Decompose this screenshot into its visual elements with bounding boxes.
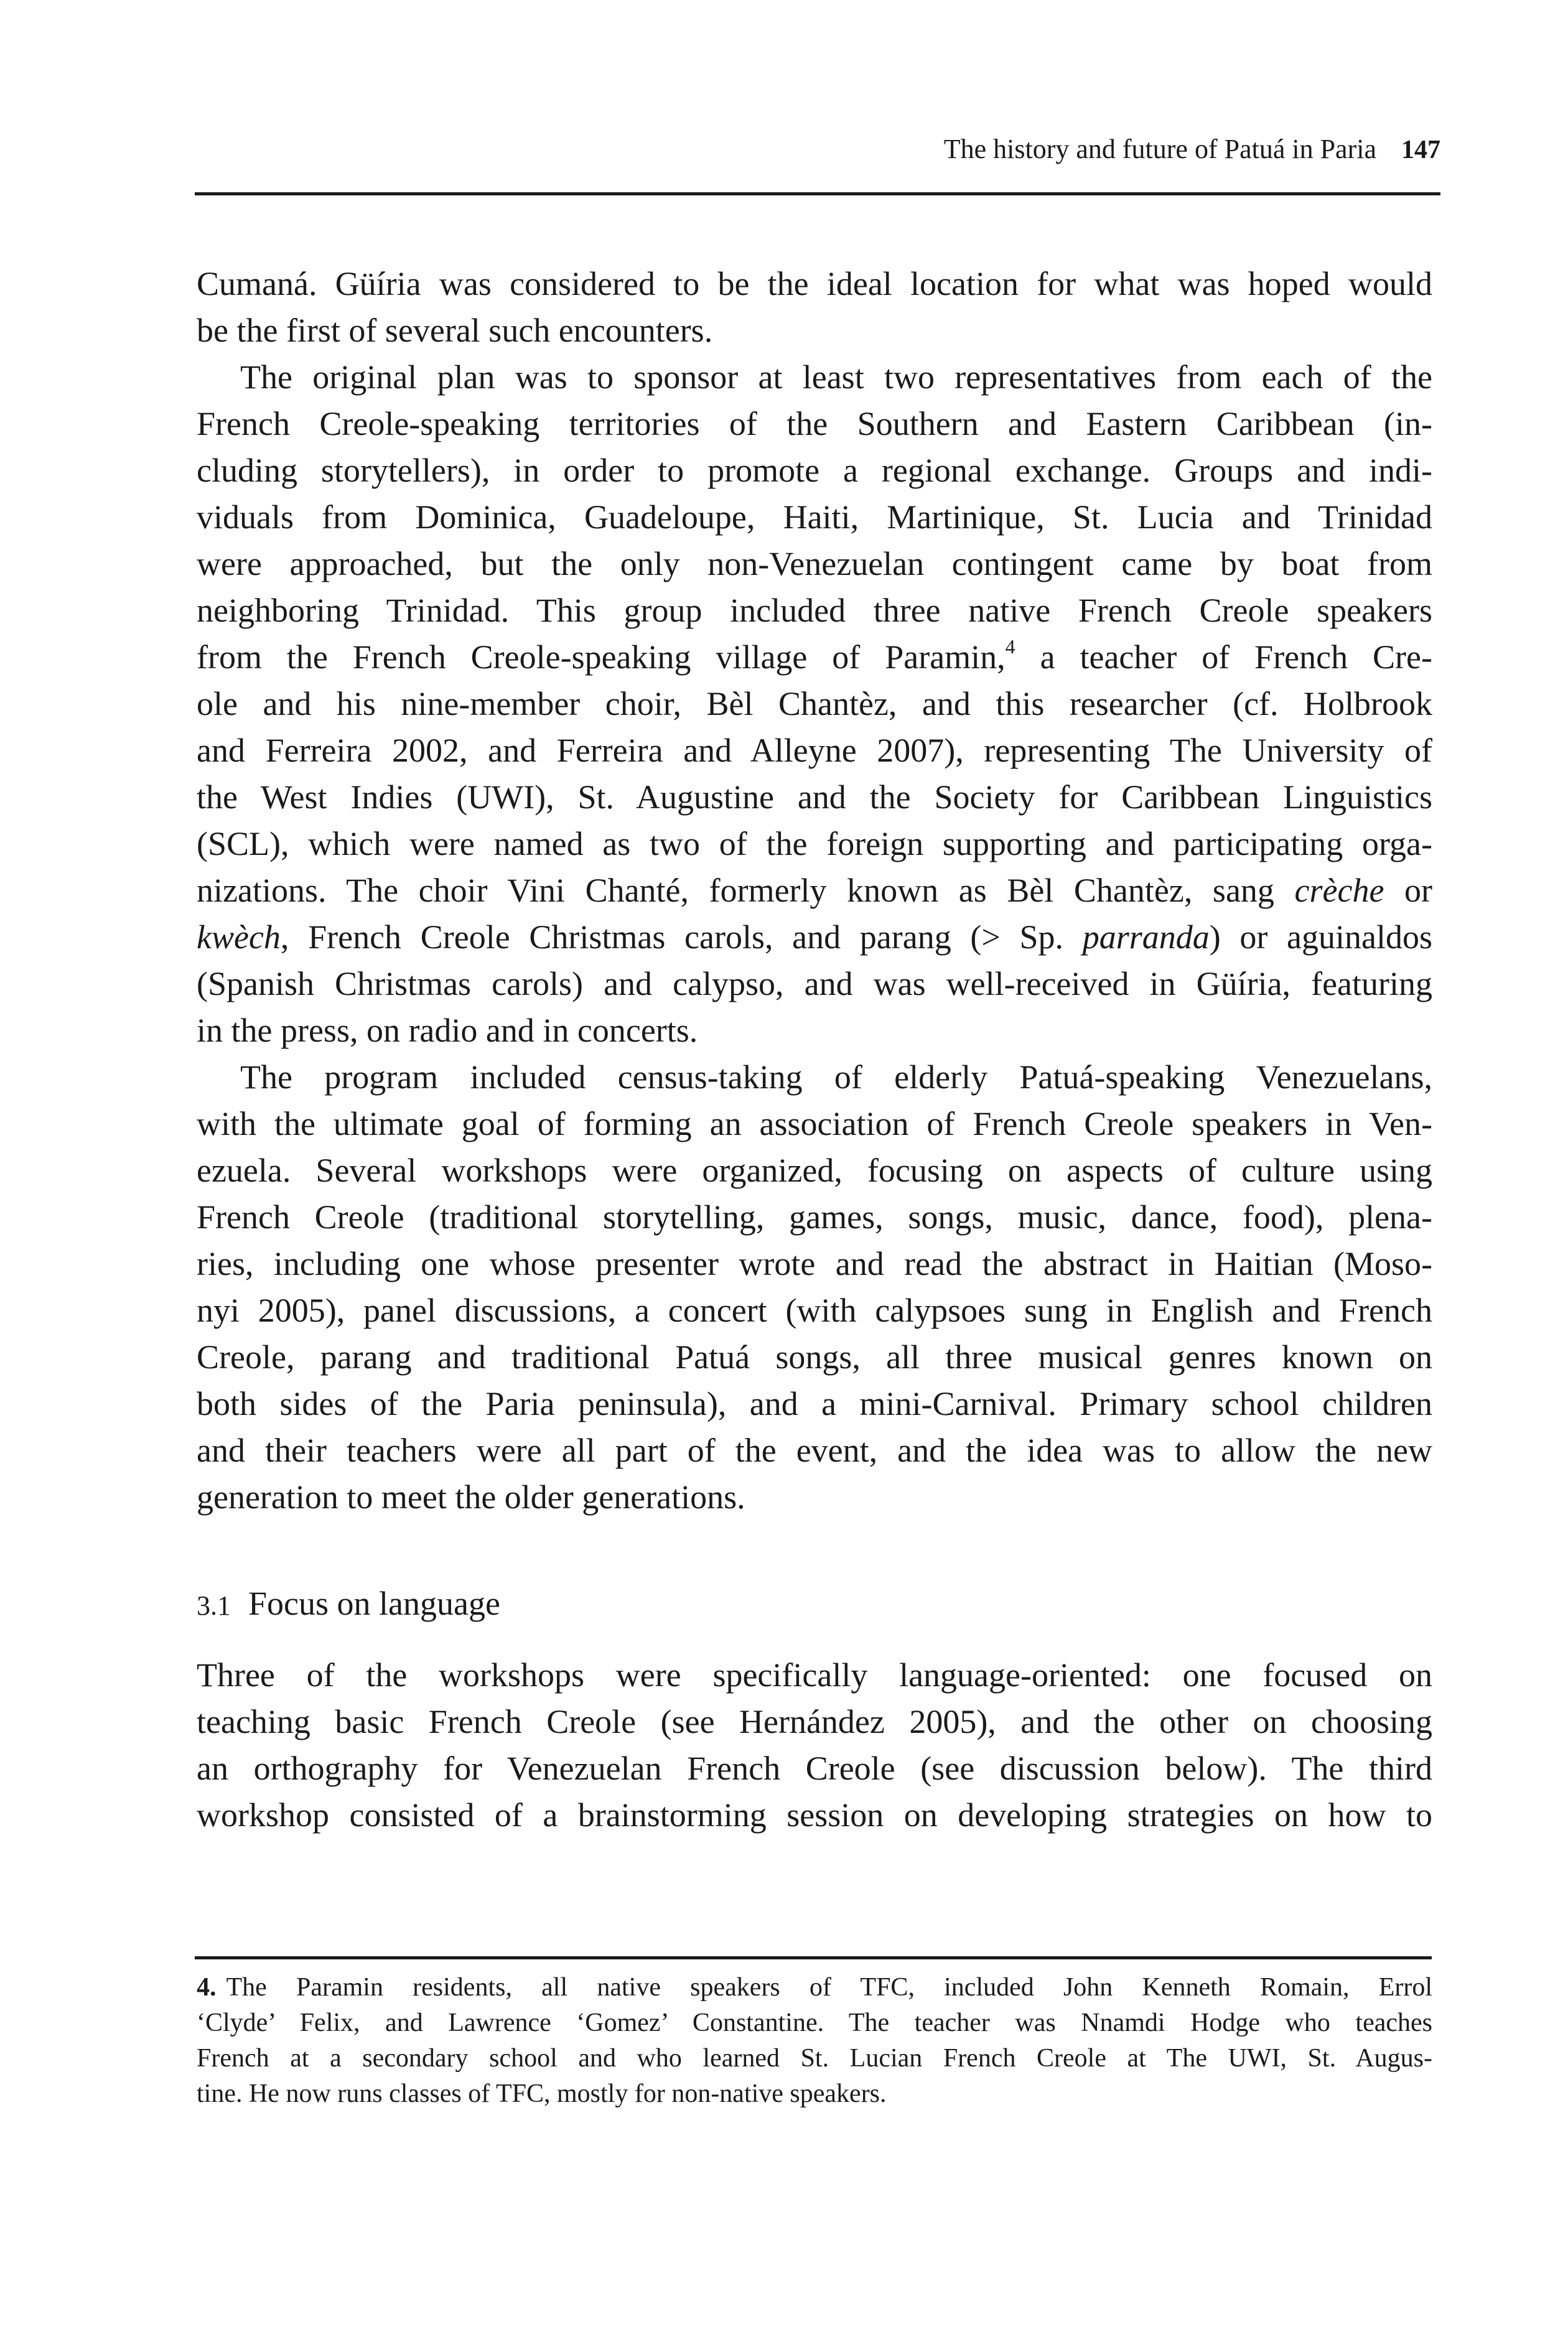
footnote-line: tine. He now runs classes of TFC, mostly for non-native speakers.: [197, 2079, 887, 2108]
body-line: ezuela. Several workshops were organized, focusing on aspects of culture using: [197, 1152, 1432, 1189]
running-head: [195, 133, 1440, 177]
line-text: ) or aguinaldos: [1209, 918, 1433, 956]
footnote-rule: [195, 1956, 1432, 1959]
line-text: from the French Creole-speaking village of Paramin,: [197, 638, 1006, 676]
body-line: nyi 2005), panel discussions, a concert (with calypsoes sung in English and French: [197, 1292, 1432, 1329]
line-text: , French Creole Christmas carols, and parang (> Sp.: [280, 918, 1083, 956]
footnote-reference[interactable]: 4: [1005, 635, 1015, 658]
line-text: or: [1404, 872, 1433, 909]
body-line: the West Indies (UWI), St. Augustine and the Society for Caribbean Linguistics: [197, 778, 1432, 816]
body-line: viduals from Dominica, Guadeloupe, Haiti, Martinique, St. Lucia and Trinidad: [197, 498, 1432, 536]
section-title: Focus on language: [248, 1585, 500, 1622]
footnote-line: French at a secondary school and who learned St. Lucian French Creole at The UWI, St. Augus-: [197, 2044, 1432, 2073]
line-text: nizations. The choir Vini Chanté, formerly known as Bèl Chantèz, sang: [197, 872, 1274, 909]
body-line: (Spanish Christmas carols) and calypso, and was well-received in Güíria, featuring: [197, 965, 1432, 1002]
body-line: Creole, parang and traditional Patuá songs, all three musical genres known on: [197, 1338, 1432, 1376]
section-heading: [197, 1584, 500, 1626]
footnote-line: ‘Clyde’ Felix, and Lawrence ‘Gomez’ Constantine. The teacher was Nnamdi Hodge who teaches: [197, 2009, 1432, 2037]
italic-term: kwèch: [197, 918, 281, 956]
body-line: ole and his nine-member choir, Bèl Chantèz, and this researcher (cf. Holbrook: [197, 685, 1432, 722]
header-rule: [195, 192, 1440, 195]
body-line: and Ferreira 2002, and Ferreira and Alleyne 2007), representing The University of: [197, 732, 1432, 769]
body-line: The original plan was to sponsor at least two representatives from each of the: [240, 358, 1432, 396]
body-line: were approached, but the only non-Venezuelan contingent came by boat from: [197, 545, 1432, 582]
italic-term: crèche: [1294, 872, 1384, 909]
body-line: and their teachers were all part of the event, and the idea was to allow the new: [197, 1432, 1432, 1469]
body-line: both sides of the Paria peninsula), and a mini-Carnival. Primary school children: [197, 1385, 1432, 1422]
body-line: in the press, on radio and in concerts.: [197, 1012, 698, 1049]
footnote-number: 4.: [197, 1973, 217, 2002]
body-line: ries, including one whose presenter wrote and read the abstract in Haitian (Moso-: [197, 1245, 1432, 1282]
body-line: cluding storytellers), in order to promote a regional exchange. Groups and indi-: [197, 452, 1432, 489]
body-line: teaching basic French Creole (see Hernández 2005), and the other on choosing: [197, 1703, 1432, 1740]
running-head-title: The history and future of Patuá in Paria: [943, 134, 1376, 164]
body-line: French Creole (traditional storytelling, games, songs, music, dance, food), plena-: [197, 1198, 1432, 1236]
section-number: 3.1: [197, 1590, 231, 1621]
body-line: French Creole-speaking territories of the Southern and Eastern Caribbean (in-: [197, 405, 1432, 442]
body-line: Cumaná. Güíria was considered to be the ideal location for what was hoped would: [197, 265, 1432, 302]
body-line: an orthography for Venezuelan French Creole (see discussion below). The third: [197, 1750, 1432, 1787]
body-line: workshop consisted of a brainstorming session on developing strategies on how to: [197, 1796, 1432, 1834]
body-line: The program included census-taking of elderly Patuá-speaking Venezuelans,: [240, 1058, 1432, 1096]
body-line-with-italic: [197, 870, 1432, 910]
italic-term: parranda: [1082, 918, 1210, 956]
footnote-text: The Paramin residents, all native speakers of TFC, included John Kenneth Romain, Errol: [226, 1973, 1432, 2002]
body-line: Three of the workshops were specifically language-oriented: one focused on: [197, 1656, 1432, 1694]
body-line: (SCL), which were named as two of the foreign supporting and participating orga-: [197, 825, 1432, 862]
body-line-with-italic: [197, 917, 1432, 957]
body-line: be the first of several such encounters.: [197, 312, 713, 349]
body-line: generation to meet the older generations.: [197, 1478, 745, 1516]
body-line-with-footnote-ref: [197, 637, 1432, 677]
footnote-line: [197, 1971, 1432, 2004]
line-text: a teacher of French Cre-: [1040, 638, 1432, 676]
body-line: neighboring Trinidad. This group included three native French Creole speakers: [197, 592, 1432, 629]
body-line: with the ultimate goal of forming an association of French Creole speakers in Ven-: [197, 1105, 1432, 1142]
page-number: 147: [1401, 136, 1440, 164]
